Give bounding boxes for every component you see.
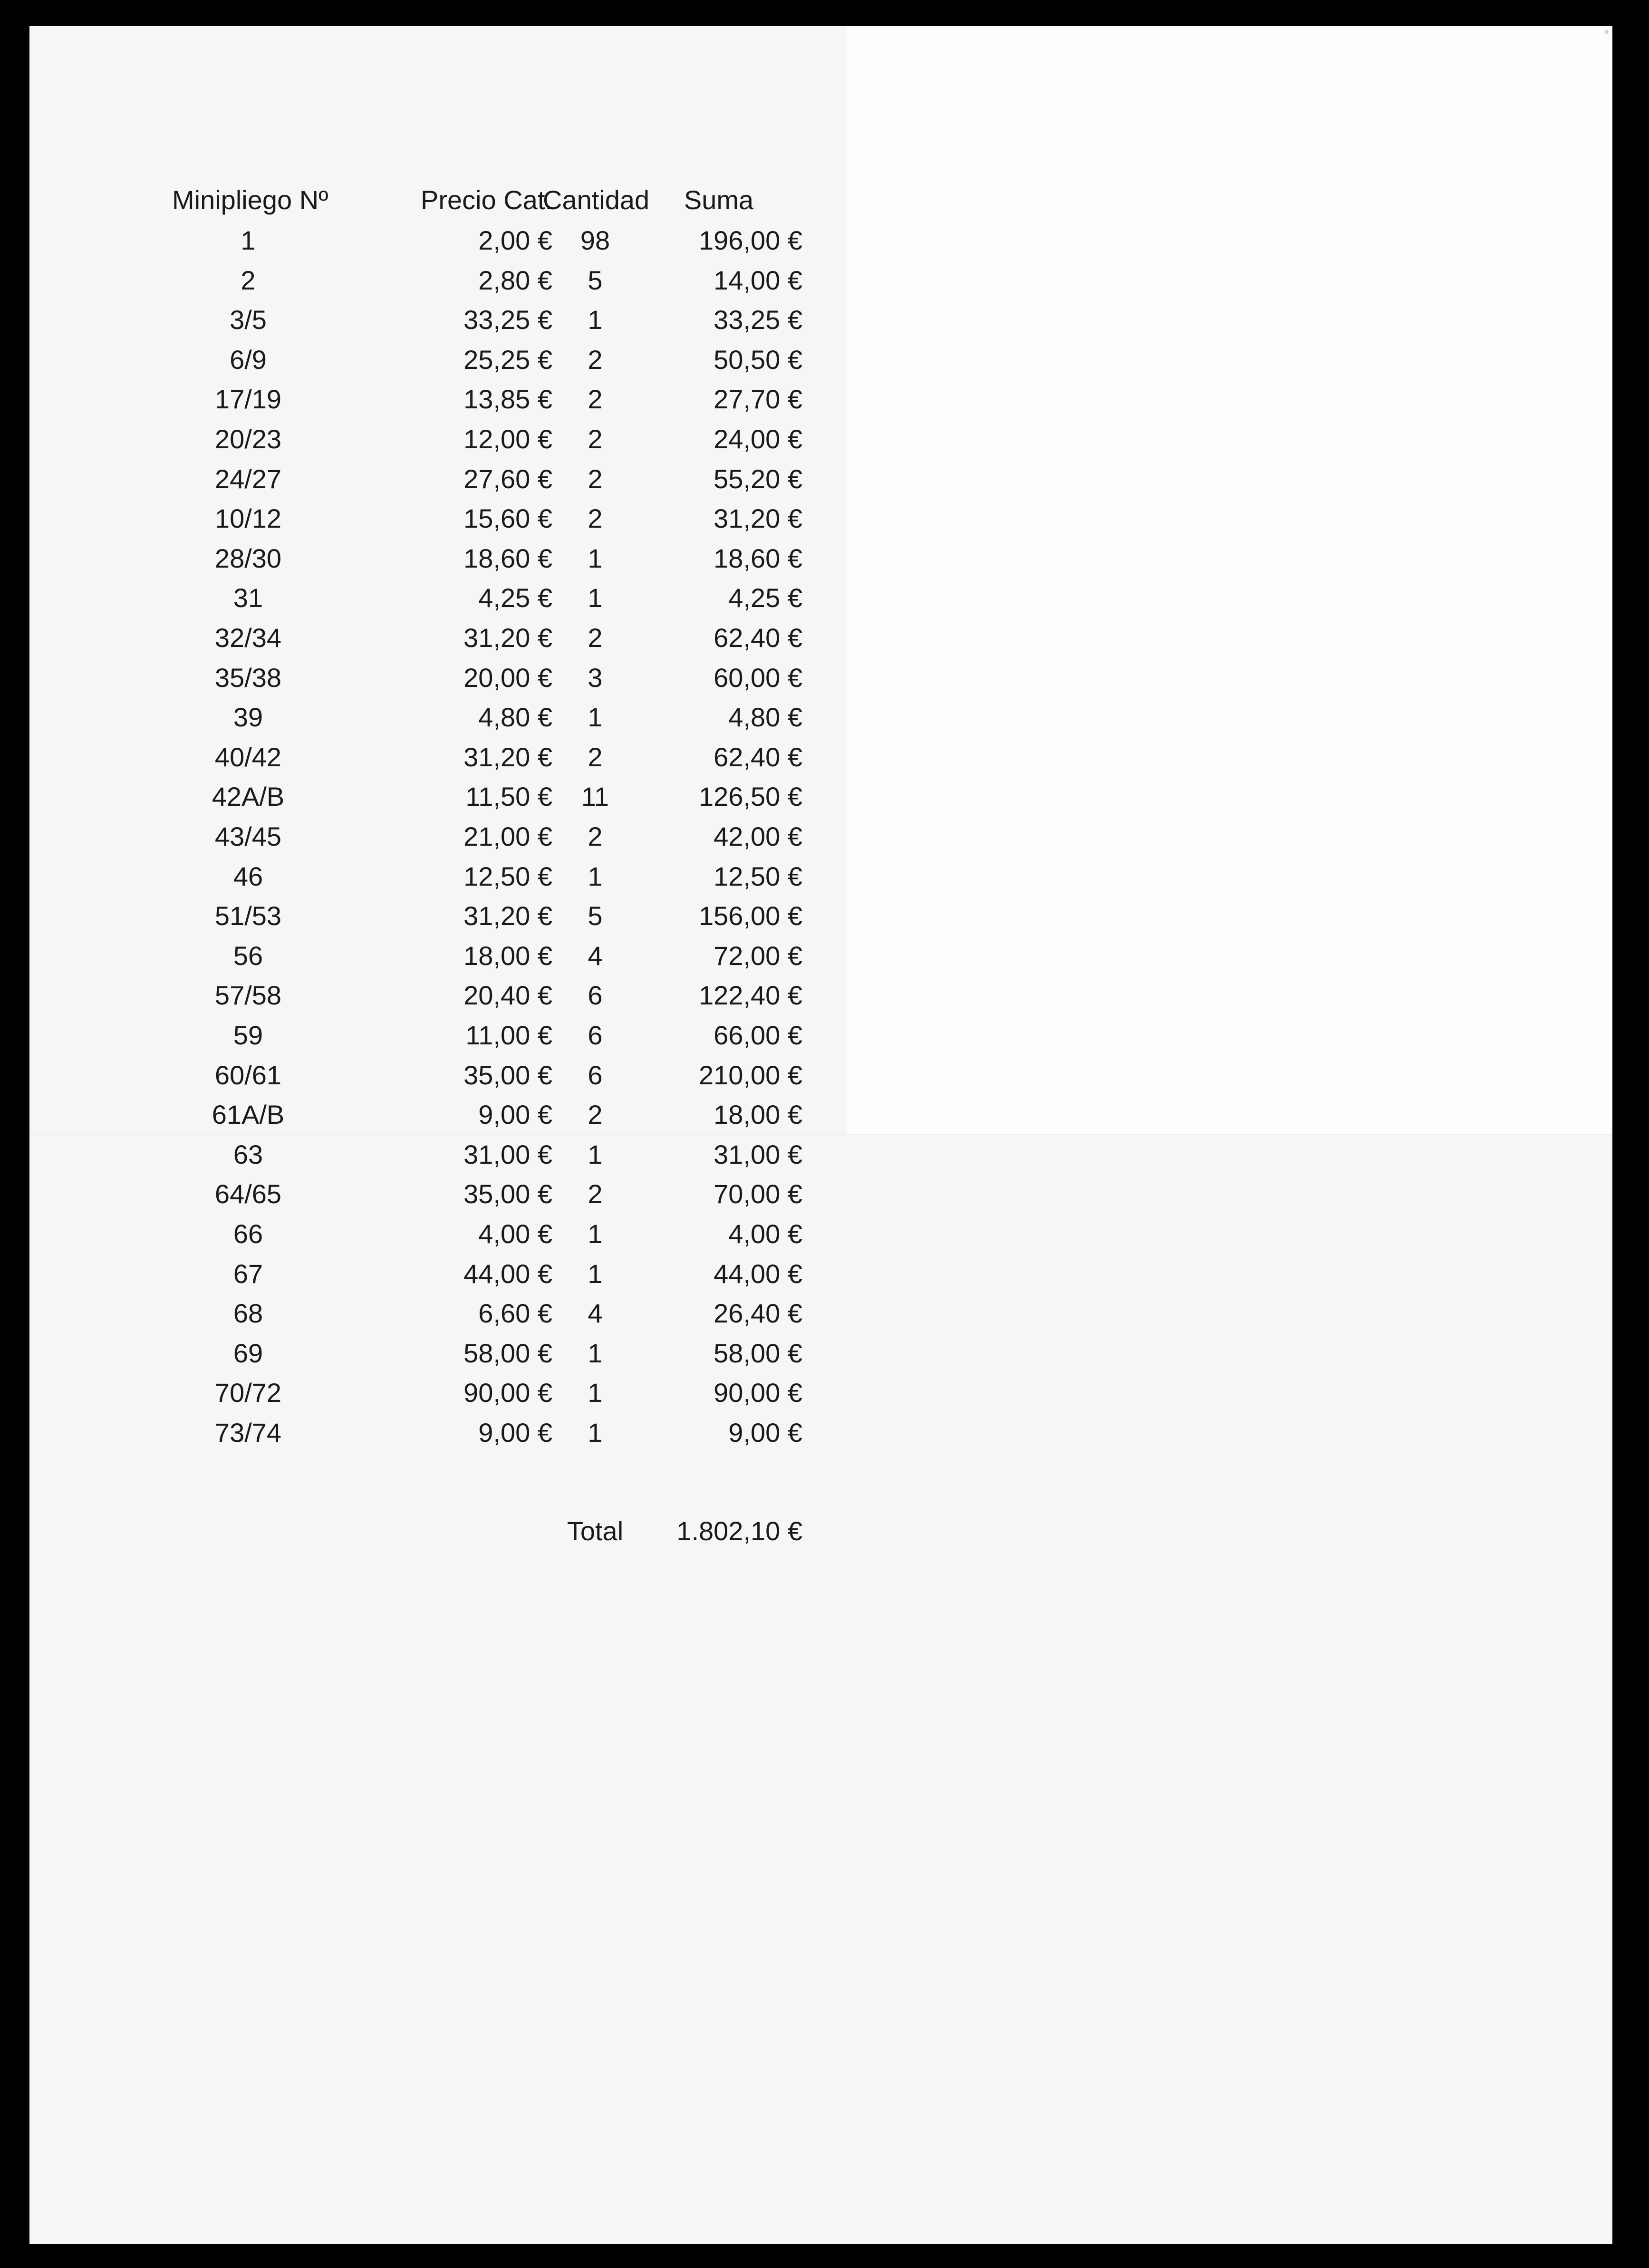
cell-minipliego: 28/30: [214, 543, 282, 573]
cell-suma: 27,70 €: [714, 384, 802, 414]
cell-precio: 18,60 €: [463, 543, 552, 573]
cell-cantidad: 6: [588, 980, 603, 1010]
cell-minipliego: 59: [233, 1020, 263, 1050]
cell-suma: 44,00 €: [714, 1259, 802, 1289]
cell-precio: 27,60 €: [463, 464, 552, 494]
cell-precio: 33,25 €: [463, 305, 552, 335]
cell-precio: 4,00 €: [478, 1219, 552, 1249]
table-row: [29, 341, 885, 379]
table-row: [29, 976, 885, 1014]
cell-minipliego: 70/72: [214, 1378, 282, 1408]
cell-minipliego: 24/27: [214, 464, 282, 494]
cell-precio: 11,00 €: [465, 1020, 552, 1050]
price-table: [29, 26, 1612, 2244]
cell-cantidad: 2: [588, 1100, 603, 1129]
cell-cantidad: 4: [588, 941, 603, 971]
cell-suma: 4,25 €: [728, 583, 802, 613]
table-row: [29, 1374, 885, 1412]
cell-cantidad: 2: [588, 1179, 603, 1209]
cell-precio: 2,00 €: [478, 225, 552, 255]
cell-cantidad: 2: [588, 424, 603, 454]
cell-precio: 9,00 €: [478, 1100, 552, 1129]
cell-suma: 18,00 €: [714, 1100, 802, 1129]
cell-suma: 62,40 €: [714, 742, 802, 772]
cell-cantidad: 6: [588, 1060, 603, 1090]
cell-suma: 55,20 €: [714, 464, 802, 494]
table-row: [29, 619, 885, 657]
cell-suma: 9,00 €: [728, 1418, 802, 1448]
table-row: [29, 460, 885, 498]
cell-cantidad: 2: [588, 345, 603, 375]
cell-precio: 13,85 €: [463, 384, 552, 414]
cell-minipliego: 46: [233, 861, 263, 891]
cell-cantidad: 2: [588, 742, 603, 772]
cell-suma: 156,00 €: [699, 901, 802, 931]
table-row: [29, 818, 885, 856]
cell-precio: 20,40 €: [463, 980, 552, 1010]
cell-suma: 31,20 €: [714, 503, 802, 533]
paper-sheet: [29, 26, 1612, 2244]
cell-precio: 20,00 €: [463, 663, 552, 693]
cell-suma: 126,50 €: [699, 782, 802, 811]
cell-minipliego: 68: [233, 1298, 263, 1328]
cell-minipliego: 66: [233, 1219, 263, 1249]
cell-precio: 31,20 €: [463, 623, 552, 653]
table-row: [29, 738, 885, 776]
table-row: [29, 420, 885, 458]
cell-suma: 196,00 €: [699, 225, 802, 255]
table-row: [29, 1334, 885, 1372]
cell-cantidad: 5: [588, 265, 603, 295]
table-row: [29, 380, 885, 418]
cell-minipliego: 10/12: [214, 503, 282, 533]
cell-cantidad: 2: [588, 464, 603, 494]
cell-precio: 15,60 €: [463, 503, 552, 533]
cell-minipliego: 51/53: [214, 901, 282, 931]
cell-minipliego: 2: [241, 265, 256, 295]
cell-minipliego: 35/38: [214, 663, 282, 693]
cell-minipliego: 64/65: [214, 1179, 282, 1209]
cell-cantidad: 2: [588, 623, 603, 653]
table-row: [29, 540, 885, 578]
cell-precio: 6,60 €: [478, 1298, 552, 1328]
cell-minipliego: 31: [233, 583, 263, 613]
cell-minipliego: 20/23: [214, 424, 282, 454]
cell-precio: 4,25 €: [478, 583, 552, 613]
header-precio: Precio Cat.: [421, 185, 552, 215]
cell-suma: 33,25 €: [714, 305, 802, 335]
cell-minipliego: 56: [233, 941, 263, 971]
cell-suma: 122,40 €: [699, 980, 802, 1010]
cell-precio: 21,00 €: [463, 821, 552, 851]
cell-minipliego: 6/9: [230, 345, 267, 375]
cell-minipliego: 40/42: [214, 742, 282, 772]
table-row: [29, 1016, 885, 1054]
cell-cantidad: 98: [580, 225, 610, 255]
cell-precio: 18,00 €: [463, 941, 552, 971]
cell-cantidad: 1: [588, 1378, 603, 1408]
table-row: [29, 937, 885, 975]
cell-minipliego: 67: [233, 1259, 263, 1289]
cell-cantidad: 1: [588, 1259, 603, 1289]
cell-minipliego: 61A/B: [212, 1100, 285, 1129]
table-row: [29, 261, 885, 299]
cell-suma: 210,00 €: [699, 1060, 802, 1090]
cell-cantidad: 6: [588, 1020, 603, 1050]
table-row: [29, 1294, 885, 1332]
cell-precio: 35,00 €: [463, 1179, 552, 1209]
cell-precio: 4,80 €: [478, 702, 552, 732]
cell-cantidad: 1: [588, 1219, 603, 1249]
cell-suma: 14,00 €: [714, 265, 802, 295]
total-row: [29, 1512, 885, 1550]
cell-suma: 58,00 €: [714, 1338, 802, 1368]
table-row: [29, 659, 885, 697]
cell-minipliego: 32/34: [214, 623, 282, 653]
cell-minipliego: 3/5: [230, 305, 267, 335]
cell-cantidad: 1: [588, 861, 603, 891]
cell-precio: 12,50 €: [463, 861, 552, 891]
cell-cantidad: 1: [588, 1139, 603, 1169]
cell-minipliego: 1: [241, 225, 256, 255]
cell-precio: 90,00 €: [463, 1378, 552, 1408]
cell-cantidad: 1: [588, 1418, 603, 1448]
cell-suma: 4,00 €: [728, 1219, 802, 1249]
cell-minipliego: 63: [233, 1139, 263, 1169]
total-value: 1.802,10 €: [676, 1516, 802, 1546]
cell-precio: 31,00 €: [463, 1139, 552, 1169]
table-row: [29, 1255, 885, 1293]
table-row: [29, 1414, 885, 1452]
cell-suma: 72,00 €: [714, 941, 802, 971]
table-row: [29, 500, 885, 538]
cell-minipliego: 60/61: [214, 1060, 282, 1090]
cell-minipliego: 17/19: [214, 384, 282, 414]
cell-minipliego: 73/74: [214, 1418, 282, 1448]
table-row: [29, 1215, 885, 1253]
cell-cantidad: 2: [588, 821, 603, 851]
table-row: [29, 897, 885, 935]
cell-cantidad: 11: [581, 782, 609, 811]
cell-suma: 4,80 €: [728, 702, 802, 732]
cell-suma: 70,00 €: [714, 1179, 802, 1209]
cell-cantidad: 2: [588, 503, 603, 533]
cell-cantidad: 1: [588, 1338, 603, 1368]
cell-precio: 12,00 €: [463, 424, 552, 454]
cell-minipliego: 42A/B: [212, 782, 285, 811]
cell-cantidad: 1: [588, 583, 603, 613]
table-row: [29, 1056, 885, 1094]
table-row: [29, 579, 885, 617]
cell-cantidad: 3: [588, 663, 603, 693]
cell-cantidad: 5: [588, 901, 603, 931]
cell-suma: 90,00 €: [714, 1378, 802, 1408]
cell-suma: 18,60 €: [714, 543, 802, 573]
cell-cantidad: 2: [588, 384, 603, 414]
table-row: [29, 301, 885, 339]
cell-minipliego: 43/45: [214, 821, 282, 851]
header-minipliego: Minipliego Nº: [172, 185, 328, 215]
cell-cantidad: 1: [588, 305, 603, 335]
header-cantidad: Cantidad: [543, 185, 650, 215]
cell-suma: 42,00 €: [714, 821, 802, 851]
table-row: [29, 1096, 885, 1134]
table-row: [29, 778, 885, 816]
cell-suma: 26,40 €: [714, 1298, 802, 1328]
total-label: Total: [567, 1516, 624, 1546]
cell-suma: 62,40 €: [714, 623, 802, 653]
cell-precio: 58,00 €: [463, 1338, 552, 1368]
cell-cantidad: 1: [588, 702, 603, 732]
cell-minipliego: 57/58: [214, 980, 282, 1010]
cell-minipliego: 39: [233, 702, 263, 732]
cell-minipliego: 69: [233, 1338, 263, 1368]
cell-precio: 31,20 €: [463, 901, 552, 931]
cell-precio: 9,00 €: [478, 1418, 552, 1448]
table-row: [29, 858, 885, 896]
cell-cantidad: 1: [588, 543, 603, 573]
table-row: [29, 698, 885, 736]
cell-precio: 31,20 €: [463, 742, 552, 772]
cell-cantidad: 4: [588, 1298, 603, 1328]
header-suma: Suma: [684, 185, 754, 215]
cell-suma: 24,00 €: [714, 424, 802, 454]
table-header-row: [29, 181, 885, 219]
table-row: [29, 1136, 885, 1174]
table-row: [29, 222, 885, 260]
cell-suma: 50,50 €: [714, 345, 802, 375]
cell-suma: 66,00 €: [714, 1020, 802, 1050]
cell-precio: 25,25 €: [463, 345, 552, 375]
cell-suma: 12,50 €: [714, 861, 802, 891]
cell-suma: 60,00 €: [714, 663, 802, 693]
cell-precio: 35,00 €: [463, 1060, 552, 1090]
table-row: [29, 1175, 885, 1213]
cell-suma: 31,00 €: [714, 1139, 802, 1169]
cell-precio: 44,00 €: [463, 1259, 552, 1289]
cell-precio: 11,50 €: [465, 782, 552, 811]
cell-precio: 2,80 €: [478, 265, 552, 295]
